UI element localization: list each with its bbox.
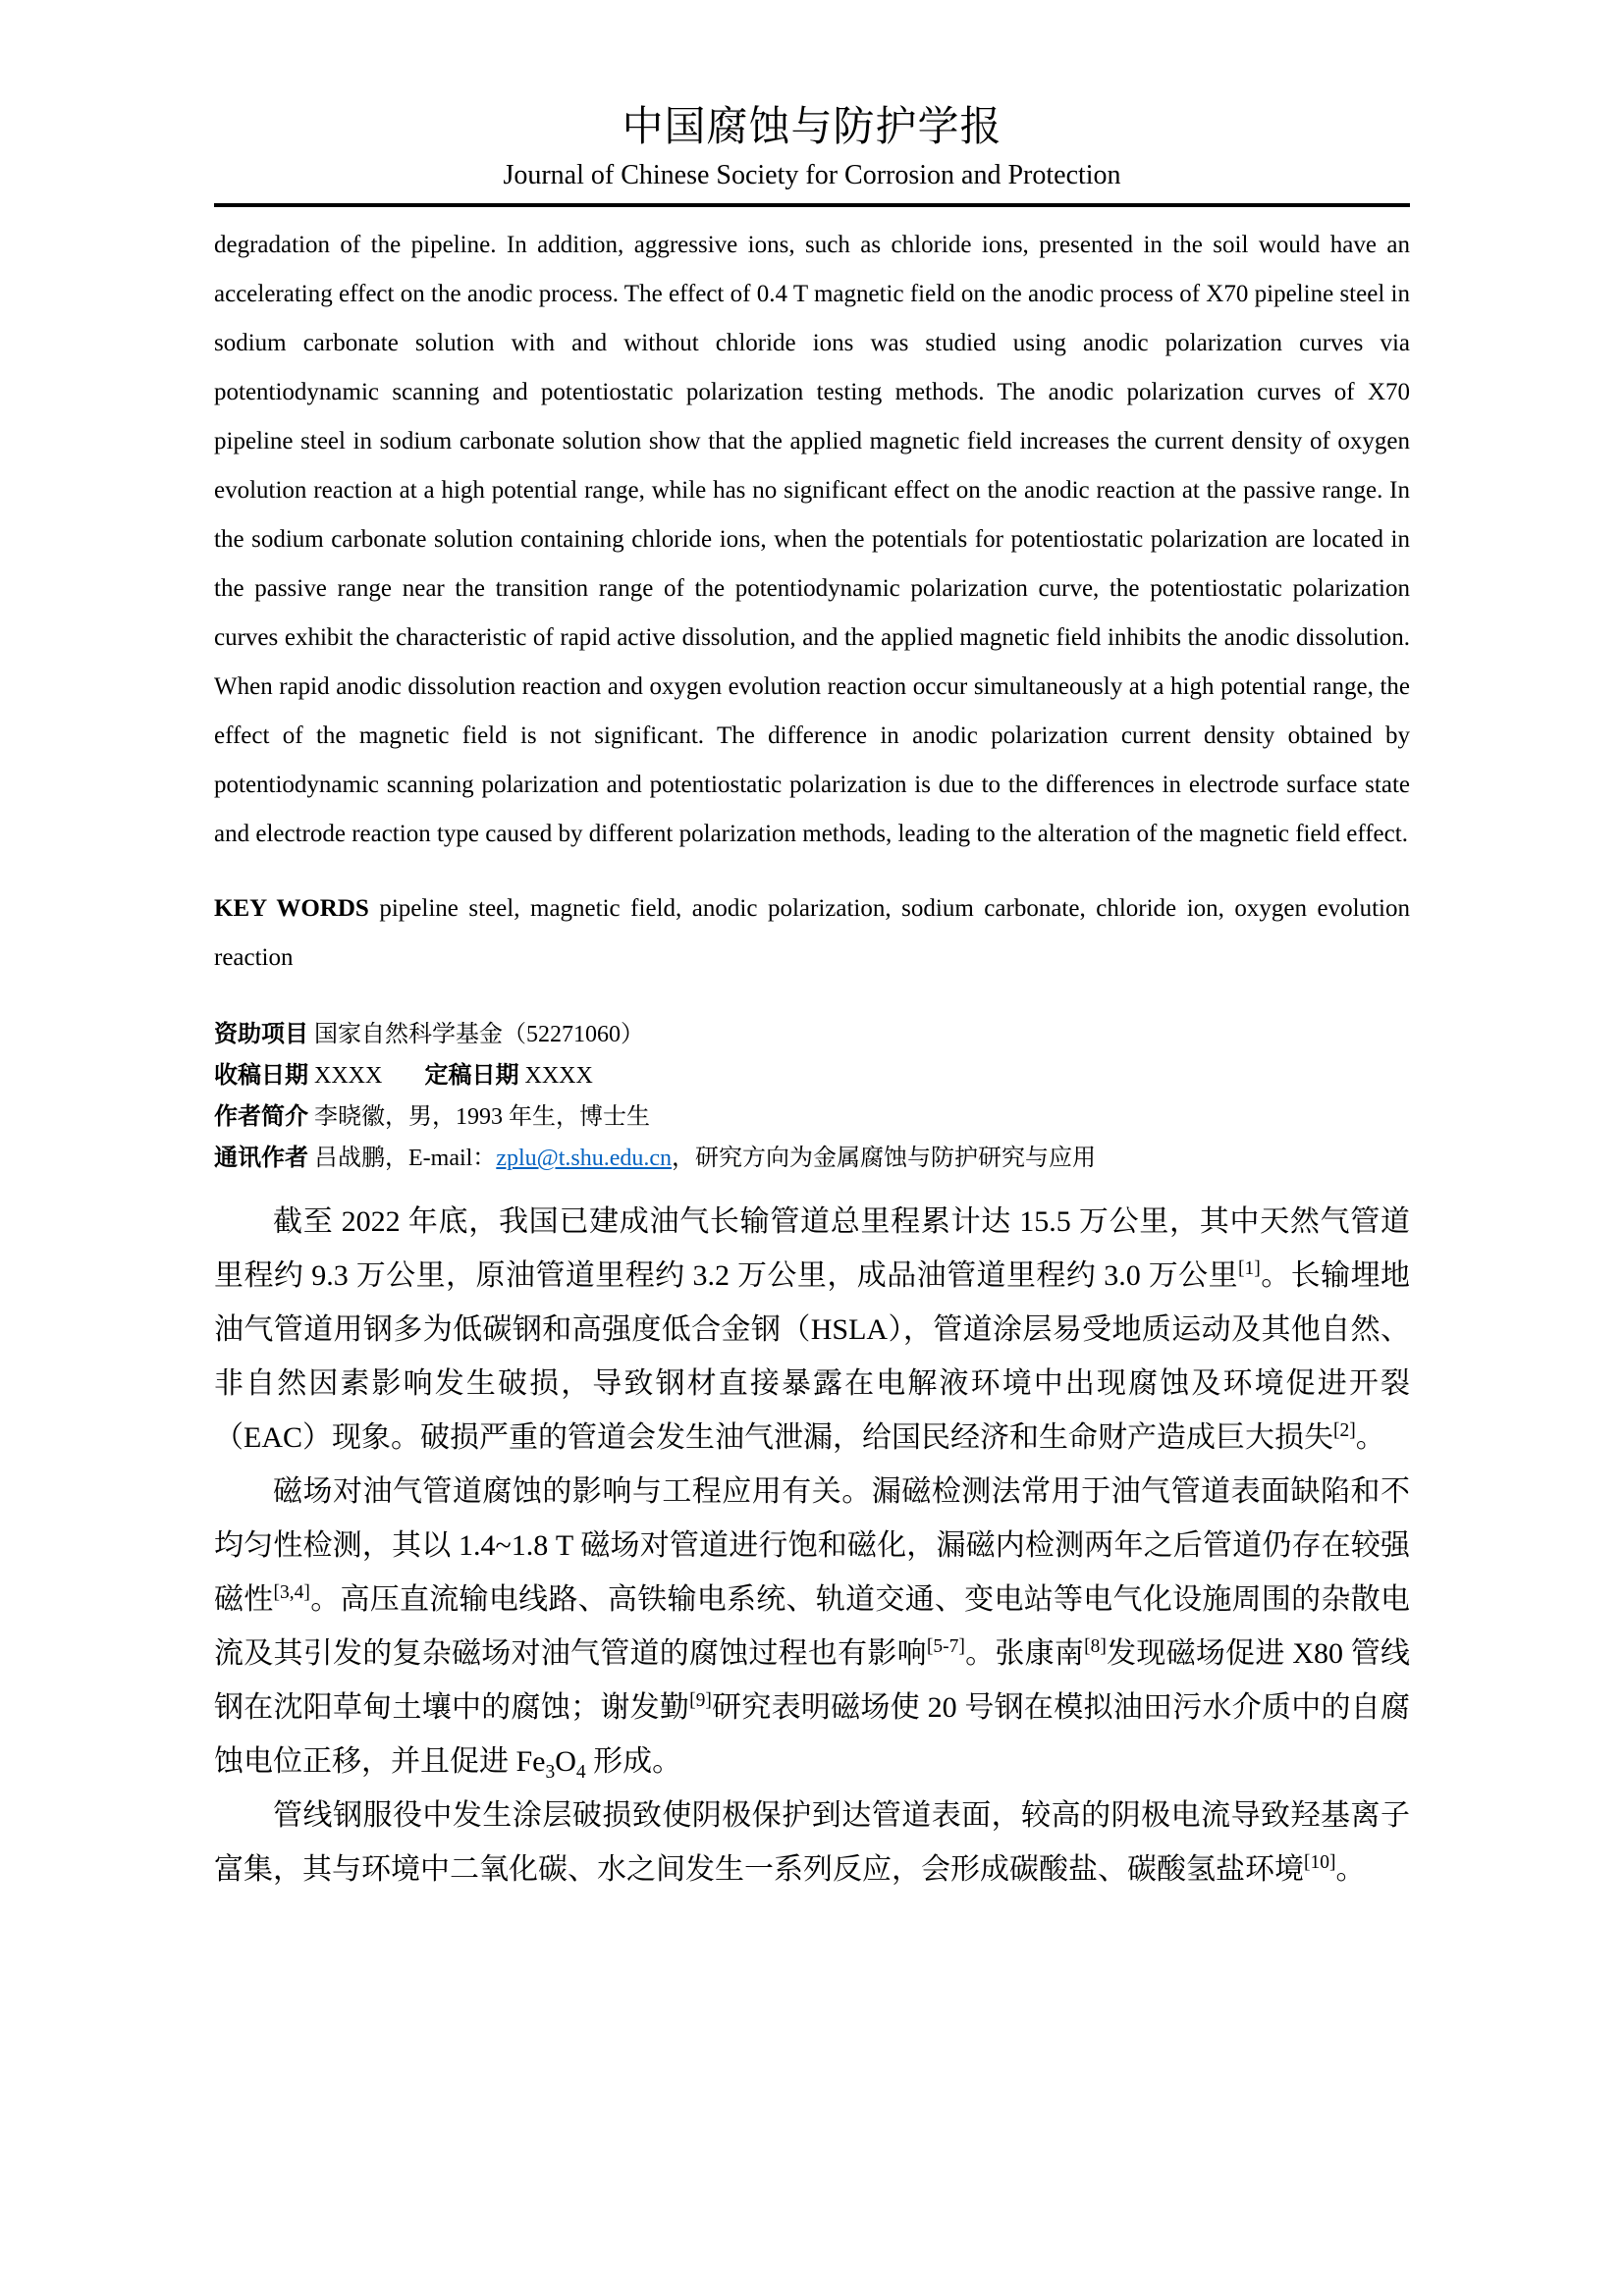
accepted-date-value: XXXX [524, 1063, 593, 1089]
formula-subscript: 3 [545, 1762, 556, 1783]
text-run: 磁场对油气管道腐蚀的影响与工程应用有关。漏磁检测法常用于油气管道表面缺陷和不均匀性检测，其以 1.4~1.8 T 磁场对管道进行饱和磁化，漏磁内检测两年之后管道仍存在较强磁性 [214, 1475, 1410, 1616]
body-paragraph [214, 1789, 1410, 1896]
journal-title-english: Journal of Chinese Society for Corrosion and Protection [503, 160, 1121, 190]
author-bio-line [214, 1096, 1410, 1138]
text-run: 管线钢服役中发生涂层破损致使阴极保护到达管道表面，较高的阴极电流导致羟基离子富集，其与环境中二氧化碳、水之间发生一系列反应，会形成碳酸盐、碳酸氢盐环境 [214, 1799, 1410, 1886]
body-paragraph [214, 1465, 1410, 1789]
text-run: 截至 2022 年底，我国已建成油气长输管道总里程累计达 15.5 万公里，其中天然气管道里程约 9.3 万公里，原油管道里程约 3.2 万公里，成品油管道里程约 3.0 万公里 [214, 1205, 1410, 1292]
text-run: O [555, 1745, 576, 1778]
email-link[interactable]: zplu@t.shu.edu.cn [496, 1146, 673, 1171]
dates-line [214, 1055, 1410, 1096]
accepted-date-label: 定稿日期 [424, 1063, 519, 1089]
text-run: 。 [1355, 1421, 1385, 1454]
corresponding-author-label: 通讯作者 [214, 1146, 308, 1171]
journal-header [214, 103, 1410, 207]
text-run: 形成。 [585, 1745, 682, 1778]
keywords-paragraph [214, 884, 1410, 983]
page-body [214, 221, 1410, 1896]
text-run: 。张康南 [964, 1637, 1085, 1670]
abstract-paragraph: degradation of the pipeline. In addition, aggressive ions, such as chloride ions, presented in the soil would have an accelerating effect on the anodic process. The effect of 0.4 T magnetic field on the anodic process of X70 pipeline steel in sodium carbonate solution with and without chloride ions was studied using anodic polarization curves via potentiodynamic scanning and potentiostatic polarization testing methods. The anodic polarization curves of X70 pipeline steel in sodium carbonate solution show that the applied magnetic field increases the current density of oxygen evolution reaction at a high potential range, while has no significant effect on the anodic reaction at the passive range. In the sodium carbonate solution containing chloride ions, when the potentials for potentiostatic polarization are located in the passive range near the transition range of the potentiodynamic polarization curve, the potentiostatic polarization curves exhibit the characteristic of rapid active dissolution, and the applied magnetic field inhibits the anodic dissolution. When rapid anodic dissolution reaction and oxygen evolution reaction occur simultaneously at a high potential range, the effect of the magnetic field is not significant. The difference in anodic polarization current density obtained by potentiodynamic scanning polarization and potentiostatic polarization is due to the differences in electrode surface state and electrode reaction type caused by different polarization methods, leading to the alteration of the magnetic field effect. [214, 232, 1410, 847]
citation-superscript: [8] [1084, 1636, 1107, 1657]
text-run: 。 [1335, 1853, 1366, 1886]
formula-subscript: 4 [575, 1762, 586, 1783]
text-run: 发现磁场促进 X80 管线钢在沈阳草甸土壤中的腐蚀；谢发勤 [214, 1637, 1410, 1724]
author-bio-text: 李晓徽，男，1993 年生，博士生 [314, 1104, 650, 1130]
keywords-text: pipeline steel, magnetic field, anodic polarization, sodium carbonate, chloride ion, oxygen evolution reaction [214, 895, 1410, 971]
corresponding-author-name: 吕战鹏，E-mail： [314, 1146, 497, 1171]
citation-superscript: [1] [1238, 1258, 1261, 1279]
citation-superscript: [10] [1304, 1852, 1336, 1873]
citation-superscript: [5-7] [926, 1636, 965, 1657]
corresponding-author-research: ，研究方向为金属腐蚀与防护研究与应用 [672, 1146, 1097, 1171]
author-bio-label: 作者简介 [214, 1104, 308, 1130]
funding-label: 资助项目 [214, 1022, 308, 1047]
citation-superscript: [3,4] [273, 1582, 310, 1603]
keywords-label: KEY WORDS [214, 895, 369, 922]
introduction-text [214, 1195, 1410, 1896]
corresponding-author-line [214, 1138, 1410, 1179]
footnotes-section [214, 1014, 1410, 1179]
funding-line [214, 1014, 1410, 1055]
citation-superscript: [2] [1333, 1420, 1356, 1441]
body-paragraph [214, 1195, 1410, 1465]
text-run: 。高压直流输电线路、高铁输电系统、轨道交通、变电站等电气化设施周围的杂散电流及其引发的复杂磁场对油气管道的腐蚀过程也有影响 [214, 1583, 1411, 1670]
text-run: 。长输埋地油气管道用钢多为低碳钢和高强度低合金钢（HSLA），管道涂层易受地质运动及其他自然、非自然因素影响发生破损，导致钢材直接暴露在电解液环境中出现腐蚀及环境促进开裂（EAC）现象。破损严重的管道会发生油气泄漏，给国民经济和生命财产造成巨大损失 [214, 1259, 1411, 1454]
received-date-label: 收稿日期 [214, 1063, 308, 1089]
header-divider [214, 203, 1410, 207]
received-date-value: XXXX [314, 1063, 383, 1089]
citation-superscript: [9] [689, 1690, 712, 1711]
journal-title-chinese: 中国腐蚀与防护学报 [622, 105, 1002, 150]
text-run: 研究表明磁场使 20 号钢在模拟油田污水介质中的自腐蚀电位正移，并且促进 Fe [214, 1691, 1411, 1778]
funding-text: 国家自然科学基金（52271060） [314, 1022, 644, 1047]
